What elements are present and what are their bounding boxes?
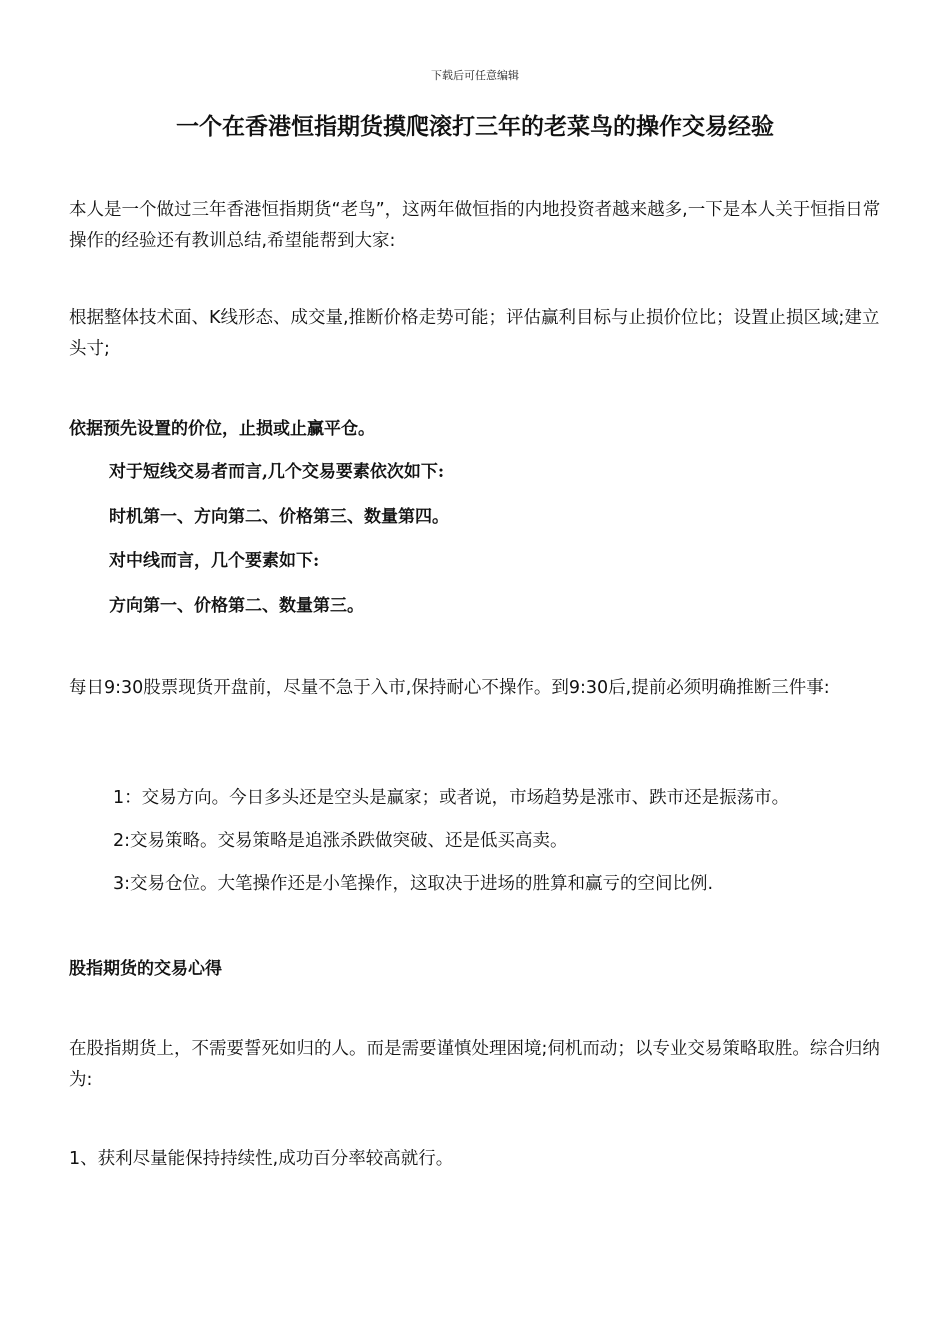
- section-heading: 股指期货的交易心得: [69, 959, 222, 979]
- section-intro-paragraph: 在股指期货上，不需要誓死如归的人。而是需要谨慎处理困境;伺机而动；以专业交易策略取胜。综合归纳为:: [69, 1039, 880, 1090]
- analysis-paragraph: 根据整体技术面、K线形态、成交量,推断价格走势可能；评估赢利目标与止损价位比；设置止损区域;建立头寸;: [69, 308, 880, 359]
- mid-term-intro: 对中线而言，几个要素如下:: [109, 551, 320, 571]
- document-title: 一个在香港恒指期货摸爬滚打三年的老菜鸟的操作交易经验: [176, 113, 774, 140]
- short-term-order: 时机第一、方向第二、价格第三、数量第四。: [109, 507, 449, 527]
- header-note: 下载后可任意编辑: [431, 69, 519, 82]
- mid-term-order: 方向第一、价格第二、数量第三。: [109, 596, 364, 616]
- summary-item: 1、获利尽量能保持持续性,成功百分率较高就行。: [69, 1149, 454, 1169]
- short-term-intro: 对于短线交易者而言,几个交易要素依次如下:: [109, 462, 445, 482]
- list-item: 3:交易仓位。大笔操作还是小笔操作，这取决于进场的胜算和赢亏的空间比例.: [113, 874, 714, 894]
- list-item: 2:交易策略。交易策略是追涨杀跌做突破、还是低买高卖。: [113, 831, 568, 851]
- daily-routine-paragraph: 每日9:30股票现货开盘前，尽量不急于入市,保持耐心不操作。到9:30后,提前必须明确推断三件事:: [69, 678, 830, 698]
- rules-heading: 依据预先设置的价位，止损或止赢平仓。: [69, 419, 375, 439]
- intro-paragraph: 本人是一个做过三年香港恒指期货“老鸟”，这两年做恒指的内地投资者越来越多,一下是本人关于恒指日常操作的经验还有教训总结,希望能帮到大家:: [69, 200, 881, 251]
- list-item: 1：交易方向。今日多头还是空头是赢家；或者说，市场趋势是涨市、跌市还是振荡市。: [113, 788, 790, 808]
